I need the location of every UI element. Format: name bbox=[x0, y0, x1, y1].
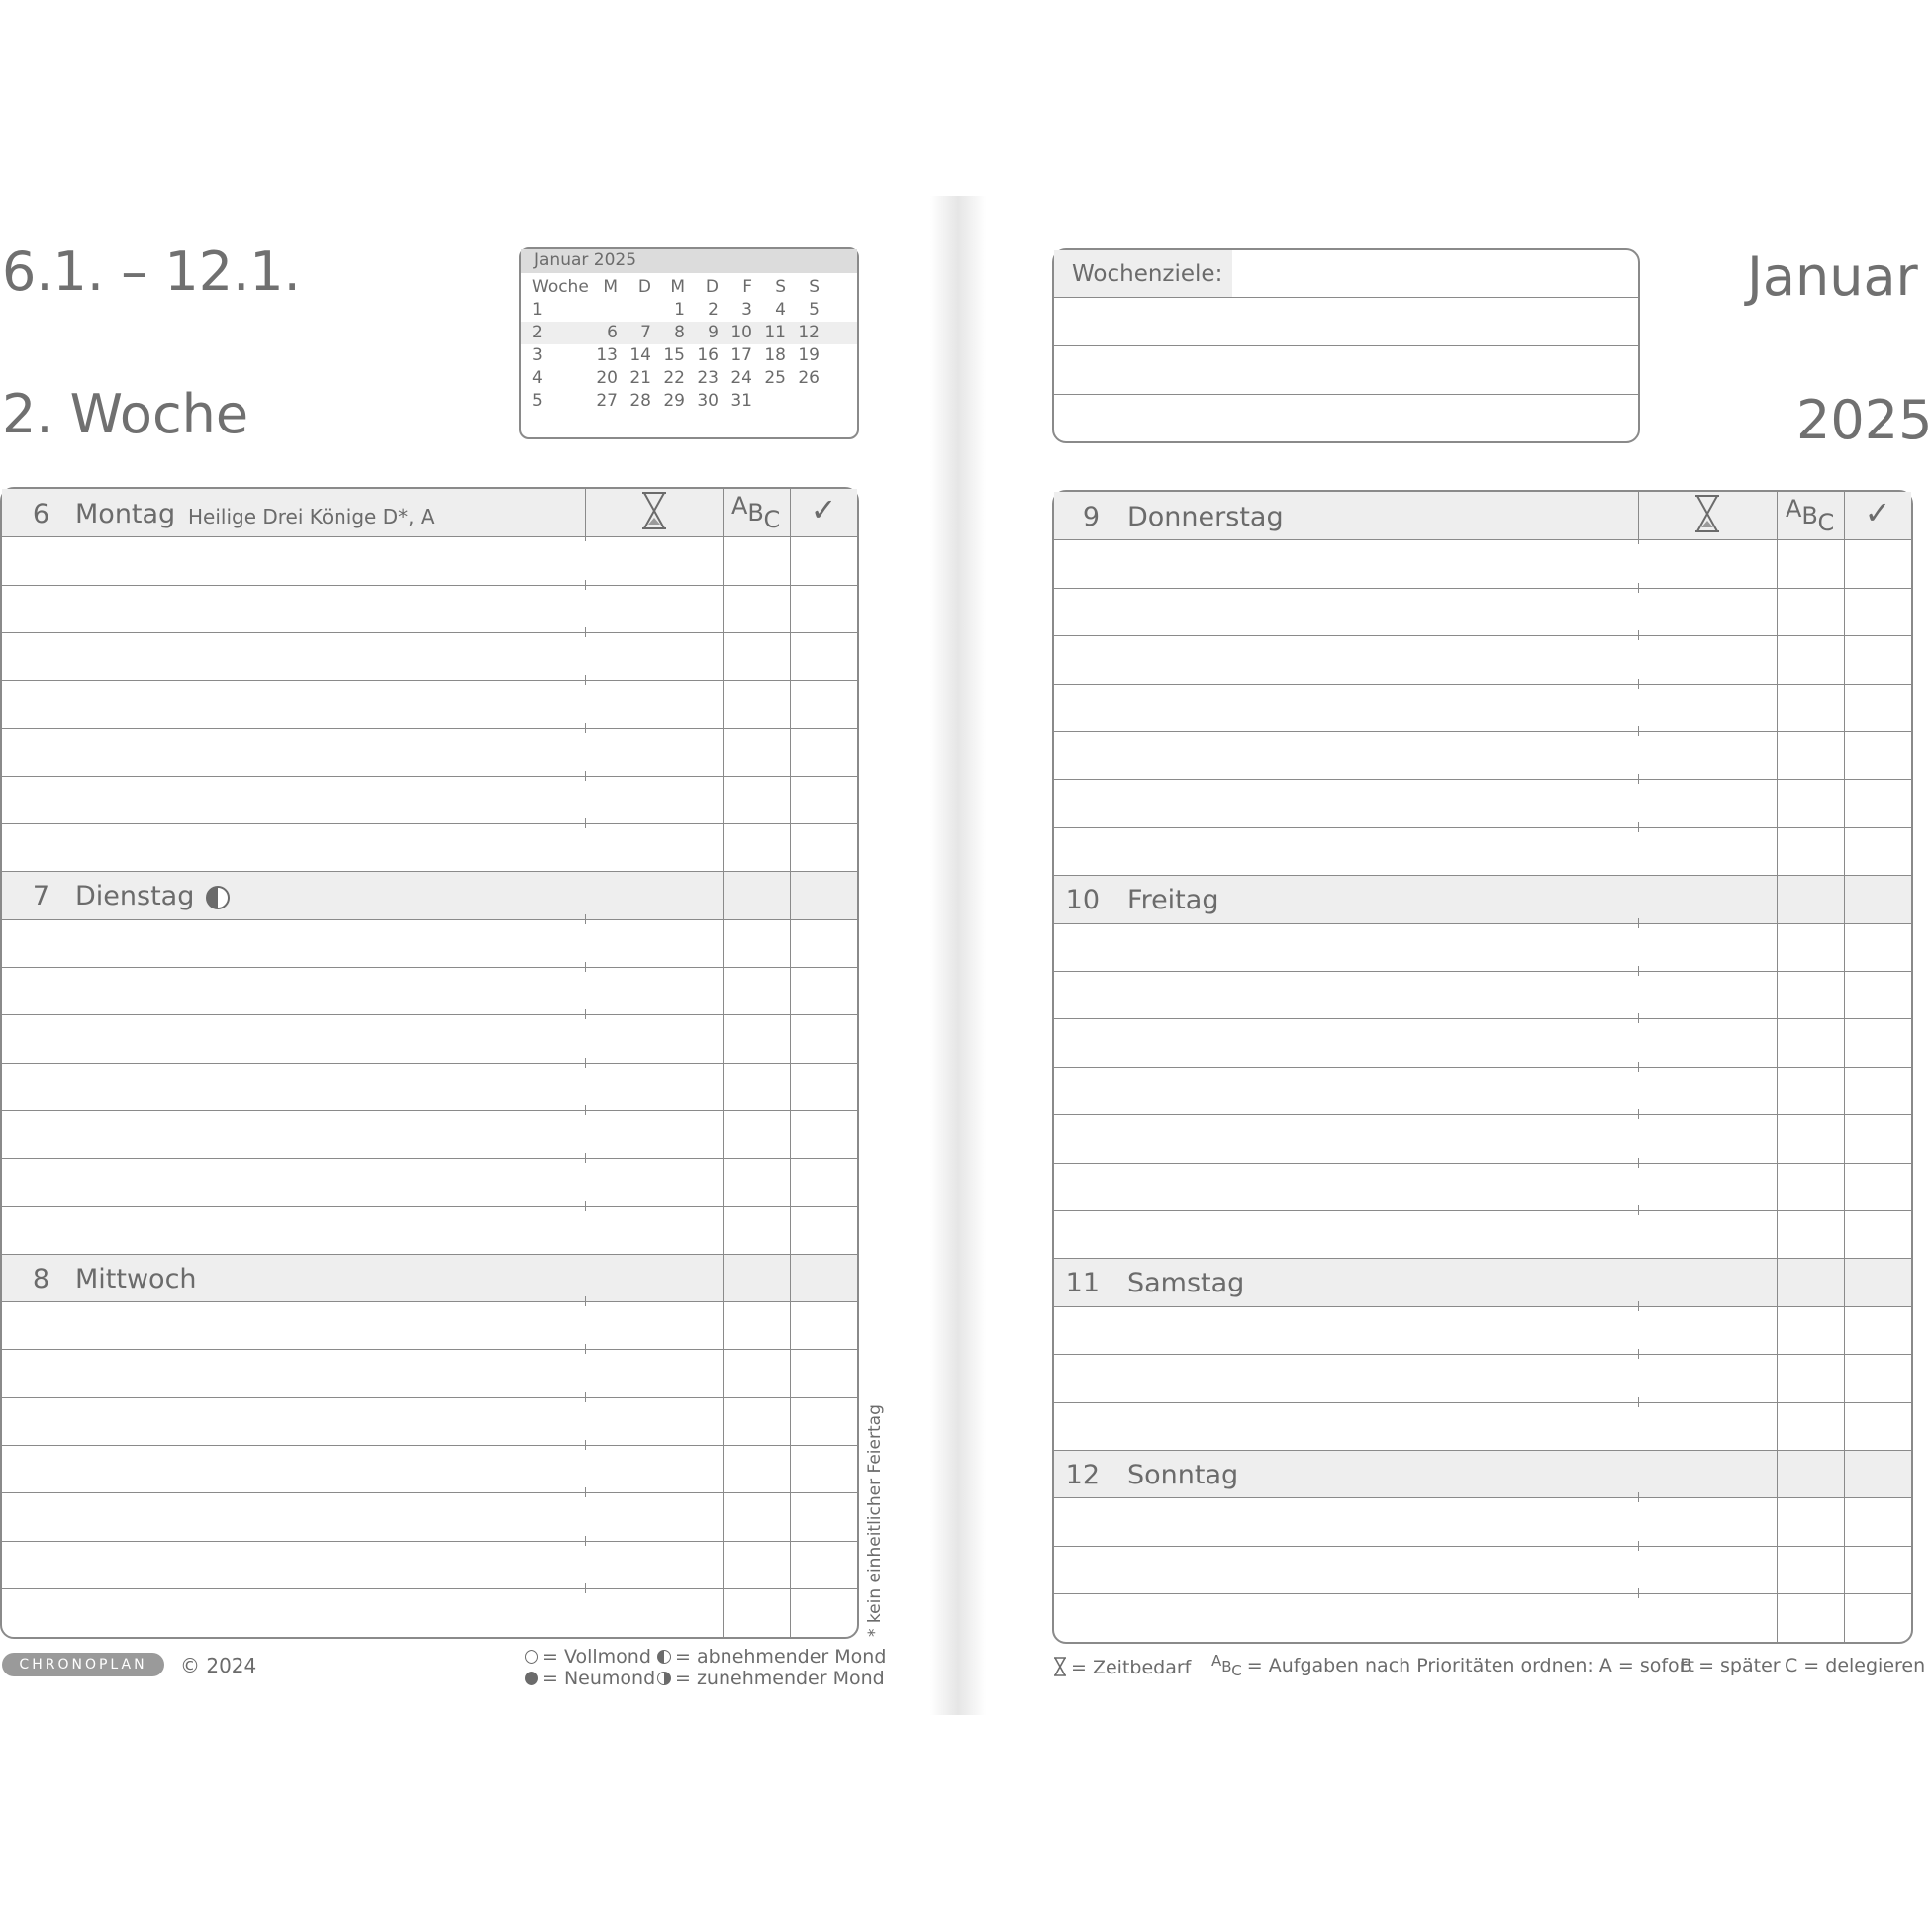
day-number: 9 bbox=[1082, 502, 1100, 532]
goals-line bbox=[1054, 345, 1638, 346]
ruled-line bbox=[1054, 1067, 1911, 1068]
mini-calendar-day: 5 bbox=[809, 300, 820, 320]
mini-calendar-weekday-header: D bbox=[705, 277, 719, 297]
mini-calendar-day: 31 bbox=[730, 391, 752, 411]
time-column-tick bbox=[585, 675, 586, 685]
mini-calendar-day: 17 bbox=[730, 345, 752, 365]
mini-calendar-day: 15 bbox=[663, 345, 685, 365]
goals-line bbox=[1054, 297, 1638, 298]
ruled-line bbox=[2, 585, 857, 586]
mini-calendar-day: 24 bbox=[730, 368, 752, 388]
ruled-line bbox=[1054, 923, 1911, 924]
mini-calendar-day: 16 bbox=[697, 345, 719, 365]
time-column-tick bbox=[585, 1344, 586, 1354]
time-column-tick bbox=[1638, 1541, 1639, 1551]
time-column-tick bbox=[1638, 1013, 1639, 1023]
time-column-tick bbox=[585, 818, 586, 828]
time-column-tick bbox=[585, 1105, 586, 1115]
done-column-divider bbox=[790, 489, 791, 1637]
hourglass-icon bbox=[1692, 494, 1722, 533]
day-number: 12 bbox=[1065, 1460, 1100, 1490]
ruled-line bbox=[2, 1349, 857, 1350]
time-column-tick bbox=[1638, 1397, 1639, 1407]
day-number: 7 bbox=[32, 881, 49, 912]
time-column-tick bbox=[585, 1201, 586, 1211]
brand-logo: CHRONOPLAN bbox=[2, 1653, 164, 1676]
ruled-line bbox=[1054, 1018, 1911, 1019]
ruled-line bbox=[2, 1588, 857, 1589]
ruled-line bbox=[2, 1254, 857, 1255]
ruled-line bbox=[1054, 1546, 1911, 1547]
legend-waxing-moon: = zunehmender Mond bbox=[657, 1670, 885, 1688]
mini-calendar-day: 3 bbox=[741, 300, 752, 320]
checkmark-icon: ✓ bbox=[810, 491, 837, 528]
time-column-tick bbox=[1638, 534, 1639, 544]
mini-calendar-week-number: 5 bbox=[532, 391, 543, 411]
time-column-tick bbox=[585, 1153, 586, 1163]
ruled-line bbox=[2, 1301, 857, 1302]
legend-time: = Zeitbedarf bbox=[1052, 1657, 1191, 1677]
holiday-note: Heilige Drei Könige D*, A bbox=[188, 505, 435, 528]
mini-calendar-day: 25 bbox=[764, 368, 786, 388]
page-gutter bbox=[930, 196, 986, 1715]
time-column-tick bbox=[585, 962, 586, 972]
time-column-tick bbox=[1638, 583, 1639, 593]
week-title: 2. Woche bbox=[2, 383, 249, 445]
ruled-line bbox=[2, 1206, 857, 1207]
mini-calendar-week-number: 4 bbox=[532, 368, 543, 388]
footnote-holiday: * kein einheitlicher Feiertag bbox=[865, 1404, 885, 1637]
left-planner-grid bbox=[0, 487, 859, 1639]
time-column-tick bbox=[1638, 1158, 1639, 1168]
new-moon-icon bbox=[525, 1672, 538, 1685]
ruled-line bbox=[1054, 539, 1911, 540]
time-column-tick bbox=[585, 1536, 586, 1546]
checkmark-icon: ✓ bbox=[1864, 494, 1891, 531]
ruled-line bbox=[2, 1397, 857, 1398]
ruled-line bbox=[1054, 731, 1911, 732]
mini-calendar-day: 28 bbox=[629, 391, 651, 411]
ruled-line bbox=[2, 1110, 857, 1111]
mini-calendar-day: 19 bbox=[798, 345, 820, 365]
time-column-tick bbox=[1638, 1205, 1639, 1215]
priority-letter: A bbox=[731, 492, 748, 520]
ruled-line bbox=[2, 680, 857, 681]
ruled-line bbox=[1054, 1306, 1911, 1307]
mini-calendar-day: 8 bbox=[674, 323, 685, 342]
ruled-line bbox=[2, 1445, 857, 1446]
time-column-tick bbox=[585, 1392, 586, 1402]
mini-calendar bbox=[519, 247, 859, 439]
time-column-tick bbox=[1638, 1301, 1639, 1311]
ruled-line bbox=[2, 871, 857, 872]
ruled-line bbox=[2, 967, 857, 968]
ruled-line bbox=[1054, 1258, 1911, 1259]
mini-calendar-day: 10 bbox=[730, 323, 752, 342]
mini-calendar-day: 18 bbox=[764, 345, 786, 365]
done-column-divider bbox=[1844, 492, 1845, 1642]
ruled-line bbox=[1054, 1593, 1911, 1594]
day-name: Montag bbox=[75, 499, 176, 529]
year-title: 2025 bbox=[1796, 389, 1932, 451]
mini-calendar-day: 2 bbox=[708, 300, 719, 320]
time-column-tick bbox=[1638, 630, 1639, 640]
legend-c: C = delegieren bbox=[1785, 1655, 1926, 1676]
day-name: Dienstag bbox=[75, 881, 195, 912]
mini-calendar-day: 14 bbox=[629, 345, 651, 365]
mini-calendar-title: Januar 2025 bbox=[534, 250, 637, 270]
ruled-line bbox=[2, 1014, 857, 1015]
legend-waning-moon: = abnehmender Mond bbox=[657, 1648, 886, 1667]
mini-calendar-week-number: 2 bbox=[532, 323, 543, 342]
priority-letter: B bbox=[747, 499, 764, 526]
ruled-line bbox=[1054, 827, 1911, 828]
weekly-goals-box bbox=[1052, 248, 1640, 443]
time-column-tick bbox=[1638, 822, 1639, 832]
mini-calendar-day: 7 bbox=[640, 323, 651, 342]
time-column-tick bbox=[585, 771, 586, 781]
ruled-line bbox=[2, 776, 857, 777]
ruled-line bbox=[1054, 635, 1911, 636]
time-column-tick bbox=[585, 1487, 586, 1497]
priority-abc-header bbox=[1786, 495, 1835, 536]
day-name: Sonntag bbox=[1127, 1460, 1239, 1490]
ruled-line bbox=[1054, 971, 1911, 972]
ruled-line bbox=[2, 632, 857, 633]
copyright: © 2024 bbox=[180, 1654, 257, 1677]
mini-calendar-day: 1 bbox=[674, 300, 685, 320]
ruled-line bbox=[1054, 1354, 1911, 1355]
day-number: 11 bbox=[1065, 1268, 1100, 1299]
priority-letter: B bbox=[1801, 502, 1818, 529]
time-column-tick bbox=[1638, 966, 1639, 976]
priority-letter: C bbox=[763, 506, 781, 533]
priority-abc-header bbox=[731, 492, 781, 533]
mini-calendar-week-number: 1 bbox=[532, 300, 543, 320]
waxing-moon-icon bbox=[657, 1672, 671, 1685]
legend-priorities: $^AB_C$ = Aufgaben nach Prioritäten ordnen: A = sofort bbox=[1211, 1652, 1694, 1679]
priority-letter: C bbox=[1817, 509, 1835, 536]
ruled-line bbox=[2, 1063, 857, 1064]
day-number: 8 bbox=[32, 1263, 49, 1294]
legend-b: B = später bbox=[1680, 1655, 1781, 1676]
ruled-line bbox=[2, 536, 857, 537]
ruled-line bbox=[1054, 684, 1911, 685]
time-column-tick bbox=[585, 1440, 586, 1450]
ruled-line bbox=[1054, 1450, 1911, 1451]
ruled-line bbox=[1054, 1163, 1911, 1164]
mini-calendar-day: 30 bbox=[697, 391, 719, 411]
time-column-tick bbox=[585, 531, 586, 541]
mini-calendar-weekday-header: M bbox=[670, 277, 685, 297]
mini-calendar-day: 11 bbox=[764, 323, 786, 342]
day-name: Mittwoch bbox=[75, 1263, 197, 1294]
priority-column-divider bbox=[723, 489, 724, 1637]
ruled-line bbox=[2, 823, 857, 824]
mini-calendar-day: 21 bbox=[629, 368, 651, 388]
ruled-line bbox=[2, 1541, 857, 1542]
ruled-line bbox=[2, 728, 857, 729]
time-column-tick bbox=[1638, 726, 1639, 736]
priority-letter: A bbox=[1786, 495, 1802, 523]
hourglass-icon bbox=[1052, 1657, 1068, 1676]
time-column-tick bbox=[1638, 1349, 1639, 1359]
mini-calendar-weekday-header: F bbox=[742, 277, 752, 297]
time-column-tick bbox=[1638, 1062, 1639, 1072]
mini-calendar-weekday-header: S bbox=[775, 277, 786, 297]
mini-calendar-day: 6 bbox=[607, 323, 618, 342]
time-column-tick bbox=[585, 1583, 586, 1593]
mini-calendar-day: 9 bbox=[708, 323, 719, 342]
ruled-line bbox=[1054, 1402, 1911, 1403]
day-number: 6 bbox=[32, 499, 49, 529]
day-name: Samstag bbox=[1127, 1268, 1245, 1299]
ruled-line bbox=[1054, 1210, 1911, 1211]
mini-calendar-day: 4 bbox=[775, 300, 786, 320]
ruled-line bbox=[2, 1492, 857, 1493]
ruled-line bbox=[1054, 875, 1911, 876]
legend-full-moon: = Vollmond bbox=[525, 1648, 651, 1667]
date-range-title: 6.1. – 12.1. bbox=[2, 240, 301, 303]
ruled-line bbox=[1054, 588, 1911, 589]
time-column-tick bbox=[585, 627, 586, 637]
time-column-tick bbox=[585, 1009, 586, 1019]
mini-calendar-day: 13 bbox=[596, 345, 618, 365]
time-column-tick bbox=[1638, 1492, 1639, 1502]
mini-calendar-week-number: 3 bbox=[532, 345, 543, 365]
time-column-tick bbox=[1638, 679, 1639, 689]
time-column-tick bbox=[585, 580, 586, 590]
time-column-tick bbox=[585, 914, 586, 924]
time-column-tick bbox=[1638, 918, 1639, 928]
time-column-tick bbox=[1638, 1588, 1639, 1598]
priority-column-divider bbox=[1777, 492, 1778, 1642]
time-column-divider bbox=[1638, 492, 1639, 539]
legend-new-moon: = Neumond bbox=[525, 1670, 655, 1688]
time-column-tick bbox=[585, 1296, 586, 1306]
time-column-tick bbox=[1638, 774, 1639, 784]
full-moon-icon bbox=[525, 1650, 538, 1664]
time-column-divider bbox=[585, 489, 586, 536]
right-planner-grid bbox=[1052, 490, 1913, 1644]
mini-calendar-day: 27 bbox=[596, 391, 618, 411]
mini-calendar-day: 29 bbox=[663, 391, 685, 411]
waning-moon-icon bbox=[657, 1650, 671, 1664]
ruled-line bbox=[1054, 779, 1911, 780]
mini-calendar-day: 23 bbox=[697, 368, 719, 388]
goals-line bbox=[1054, 394, 1638, 395]
weekly-goals-label: Wochenziele: bbox=[1072, 261, 1223, 287]
mini-calendar-day: 22 bbox=[663, 368, 685, 388]
mini-calendar-week-header: Woche bbox=[532, 277, 589, 297]
mini-calendar-weekday-header: S bbox=[809, 277, 820, 297]
ruled-line bbox=[1054, 1497, 1911, 1498]
day-number: 10 bbox=[1065, 885, 1100, 916]
hourglass-icon bbox=[639, 491, 669, 530]
day-name: Donnerstag bbox=[1127, 502, 1284, 532]
mini-calendar-weekday-header: D bbox=[637, 277, 651, 297]
mini-calendar-day: 26 bbox=[798, 368, 820, 388]
mini-calendar-weekday-header: M bbox=[603, 277, 618, 297]
time-column-tick bbox=[1638, 1109, 1639, 1119]
mini-calendar-day: 12 bbox=[798, 323, 820, 342]
ruled-line bbox=[1054, 1114, 1911, 1115]
time-column-tick bbox=[585, 1058, 586, 1068]
mini-calendar-day: 20 bbox=[596, 368, 618, 388]
time-column-tick bbox=[585, 723, 586, 733]
month-title: Januar bbox=[1747, 245, 1918, 308]
ruled-line bbox=[2, 919, 857, 920]
ruled-line bbox=[2, 1158, 857, 1159]
day-name: Freitag bbox=[1127, 885, 1219, 916]
